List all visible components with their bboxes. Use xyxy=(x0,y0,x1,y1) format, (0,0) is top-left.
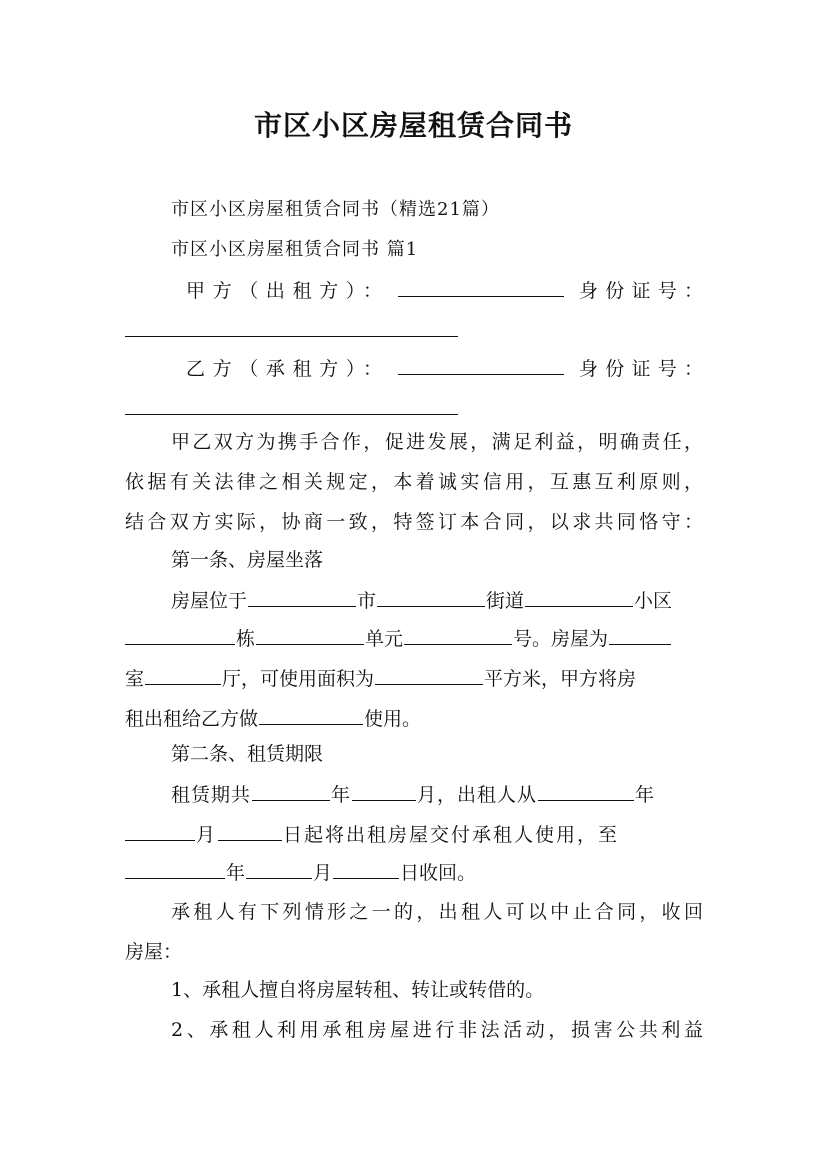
article1-line4 xyxy=(125,706,703,731)
street-label: 街道 xyxy=(486,590,525,612)
party-b-line xyxy=(186,356,703,381)
party-a-id-label: 身份证号： xyxy=(579,280,703,302)
end-year-blank xyxy=(125,860,225,879)
preamble-line: 结合双方实际，协商一致，特签订本合同，以求共同恪守： xyxy=(125,511,703,533)
party-b-id-blank xyxy=(125,396,458,415)
article2-line1 xyxy=(171,782,703,807)
community-label: 小区 xyxy=(634,590,673,612)
article1-line2 xyxy=(125,626,703,651)
termination-clause: 房屋： xyxy=(125,941,183,963)
article2-heading: 第二条、租赁期限 xyxy=(171,743,324,765)
term-year-label: 年 xyxy=(331,784,352,806)
article1-line3 xyxy=(125,666,703,691)
community-blank xyxy=(525,588,633,607)
street-blank xyxy=(377,588,485,607)
document-title: 市区小区房屋租赁合同书 xyxy=(253,109,573,142)
unit-blank xyxy=(256,626,364,645)
start-month-blank xyxy=(125,822,195,841)
list-item: 2、承租人利用承租房屋进行非法活动，损害公共利益 xyxy=(171,1019,703,1041)
usage-label: 租出租给乙方做 xyxy=(125,708,259,730)
unit-label: 单元 xyxy=(365,628,404,650)
party-a-label: 甲方（出租方）： xyxy=(186,280,382,302)
article1-heading: 第一条、房屋坐落 xyxy=(171,549,324,571)
lessor-from-label: 月，出租人从 xyxy=(417,784,538,806)
end-day-label: 日收回。 xyxy=(400,862,477,884)
end-day-blank xyxy=(333,860,399,879)
building-label: 栋 xyxy=(236,628,256,650)
start-year-label: 年 xyxy=(635,784,656,806)
party-b-id-line xyxy=(125,396,703,421)
list-item: 1、承租人擅自将房屋转租、转让或转借的。 xyxy=(171,979,545,1001)
start-month-label: 月 xyxy=(196,824,218,846)
article2-line3 xyxy=(125,860,703,885)
area-label: 厅，可使用面积为 xyxy=(222,668,375,690)
party-a-id-blank xyxy=(125,318,458,337)
usage-blank xyxy=(259,706,363,725)
city-blank xyxy=(248,588,356,607)
room-label: 室 xyxy=(125,668,145,690)
number-blank xyxy=(404,626,512,645)
hall-blank xyxy=(145,666,221,685)
location-label: 房屋位于 xyxy=(171,590,248,612)
party-a-line xyxy=(186,278,703,303)
term-months-blank xyxy=(352,782,416,801)
area-unit-label: 平方米，甲方将房 xyxy=(484,668,637,690)
article1-line1 xyxy=(171,588,703,613)
end-month-blank xyxy=(246,860,312,879)
building-blank xyxy=(125,626,235,645)
party-a-id-line xyxy=(125,318,703,343)
party-b-name-blank xyxy=(398,356,564,375)
usage-end: 使用。 xyxy=(364,708,422,730)
term-years-blank xyxy=(252,782,330,801)
rooms-blank xyxy=(609,626,671,645)
start-year-blank xyxy=(538,782,634,801)
party-a-name-blank xyxy=(398,278,564,297)
termination-clause: 承租人有下列情形之一的，出租人可以中止合同，收回 xyxy=(171,901,703,923)
article2-line2 xyxy=(125,822,703,847)
chapter-heading: 市区小区房屋租赁合同书 篇1 xyxy=(171,239,419,260)
document-subtitle: 市区小区房屋租赁合同书（精选21篇） xyxy=(171,199,500,220)
preamble-line: 依据有关法律之相关规定，本着诚实信用，互惠互利原则， xyxy=(125,471,703,493)
party-b-id-label: 身份证号： xyxy=(579,358,703,380)
end-year-label: 年 xyxy=(226,862,246,884)
delivery-text: 日起将出租房屋交付承租人使用，至 xyxy=(283,824,620,846)
start-day-blank xyxy=(218,822,282,841)
number-label: 号。房屋为 xyxy=(513,628,609,650)
area-blank xyxy=(375,666,483,685)
preamble-line: 甲乙双方为携手合作，促进发展，满足利益，明确责任， xyxy=(171,431,703,453)
end-month-label: 月 xyxy=(313,862,333,884)
city-label: 市 xyxy=(357,590,377,612)
term-label: 租赁期共 xyxy=(171,784,252,806)
party-b-label: 乙方（承租方）： xyxy=(186,358,382,380)
